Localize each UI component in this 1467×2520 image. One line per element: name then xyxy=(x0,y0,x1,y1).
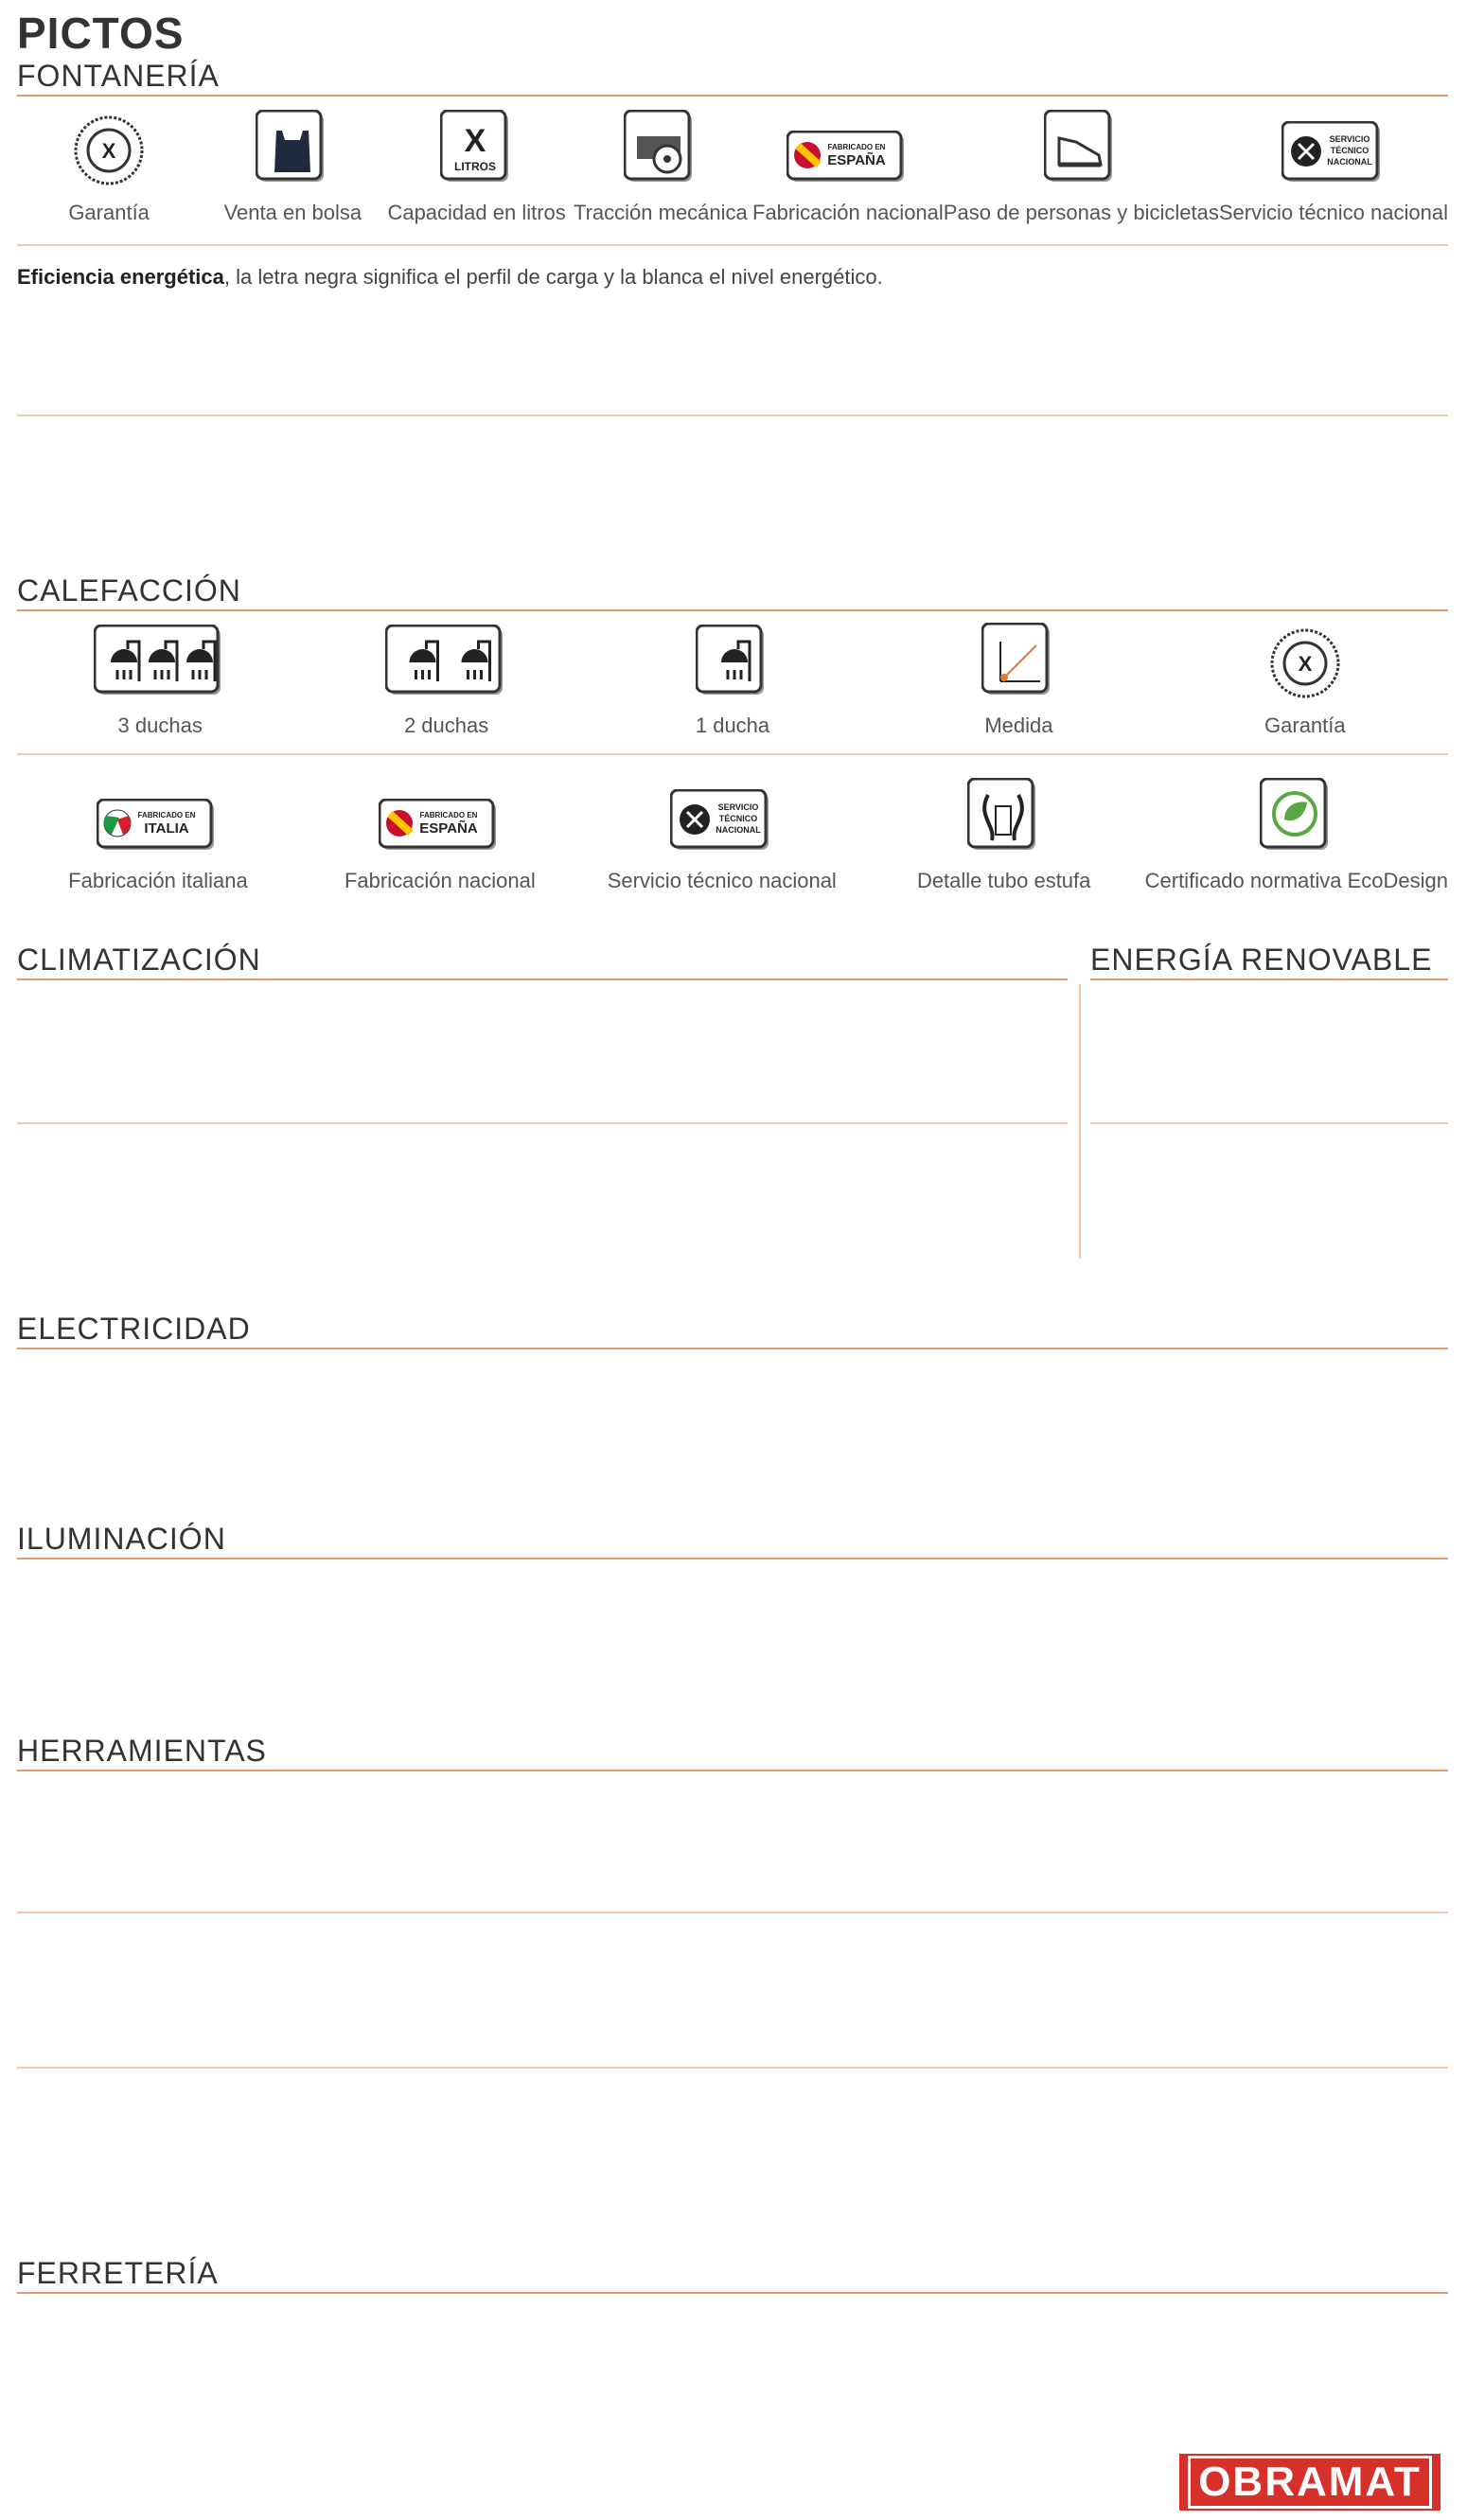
svg-text:SERVICIO: SERVICIO xyxy=(717,802,759,812)
made-in-spain-icon xyxy=(787,106,910,187)
divider xyxy=(17,414,1448,416)
pictogram-label: 2 duchas xyxy=(403,714,489,737)
section-fontaneria: FONTANERÍA xyxy=(17,59,220,93)
pictogram-bag xyxy=(201,106,384,225)
section-climatizacion: CLIMATIZACIÓN xyxy=(17,943,261,977)
three-showers-icon xyxy=(94,619,226,700)
pictogram-two-showers xyxy=(303,619,589,738)
pictogram-warranty-seal xyxy=(1162,619,1448,738)
mechanical-traction-icon xyxy=(624,106,698,187)
measure-icon xyxy=(981,619,1055,700)
divider xyxy=(17,244,1448,246)
svg-text:TÉCNICO: TÉCNICO xyxy=(718,814,758,823)
section-rule xyxy=(17,978,1068,980)
two-showers-icon xyxy=(385,619,508,700)
section-rule xyxy=(17,1558,1448,1560)
pictogram-label: Garantía xyxy=(68,201,150,224)
pictogram-made-in-spain xyxy=(752,106,944,225)
section-rule xyxy=(17,2292,1448,2294)
section-rule xyxy=(17,1348,1448,1349)
calefaccion-row-1 xyxy=(17,619,1448,738)
made-in-italy-icon xyxy=(97,774,220,855)
efficiency-note xyxy=(17,265,883,290)
column-divider xyxy=(1079,984,1081,1259)
pictogram-technical-service xyxy=(1219,106,1448,225)
pictogram-warranty-seal xyxy=(17,106,201,225)
liters-icon xyxy=(440,106,514,187)
svg-text:LITROS: LITROS xyxy=(453,160,496,173)
pictogram-label: 3 duchas xyxy=(117,714,203,737)
section-rule xyxy=(17,95,1448,97)
note-text: , la letra negra significa el perfil de carga y la blanca el nivel energético. xyxy=(223,265,883,289)
pictogram-label: Venta en bolsa xyxy=(223,201,362,224)
pictogram-label: Detalle tubo estufa xyxy=(916,869,1091,892)
pictogram-made-in-italy xyxy=(17,774,299,893)
section-energia-renovable: ENERGÍA RENOVABLE xyxy=(1090,943,1433,977)
pictogram-stove-pipe xyxy=(863,774,1145,893)
svg-text:TÉCNICO: TÉCNICO xyxy=(1330,146,1370,155)
pictogram-footwear xyxy=(944,106,1219,225)
one-shower-icon xyxy=(696,619,769,700)
svg-text:FABRICADO EN: FABRICADO EN xyxy=(137,811,196,819)
section-ferreteria: FERRETERÍA xyxy=(17,2256,219,2290)
calefaccion-row-2 xyxy=(17,774,1448,893)
obramat-logo xyxy=(1179,2454,1440,2511)
pictogram-one-shower xyxy=(590,619,875,738)
section-electricidad: ELECTRICIDAD xyxy=(17,1312,251,1346)
section-rule xyxy=(17,1770,1448,1771)
technical-service-icon xyxy=(670,774,774,855)
pictogram-label: Fabricación italiana xyxy=(68,869,248,892)
pictogram-mechanical-traction xyxy=(569,106,752,225)
pictogram-three-showers xyxy=(17,619,303,738)
technical-service-icon xyxy=(1281,106,1386,187)
divider xyxy=(17,1912,1448,1913)
svg-text:FABRICADO EN: FABRICADO EN xyxy=(827,143,886,151)
fontaneria-row xyxy=(17,106,1448,225)
svg-text:X: X xyxy=(101,139,116,163)
warranty-seal-icon xyxy=(1268,619,1342,700)
divider xyxy=(17,2067,1448,2069)
pictogram-label: Fabricación nacional xyxy=(344,869,536,892)
section-iluminacion: ILUMINACIÓN xyxy=(17,1522,226,1556)
pictogram-liters xyxy=(385,106,569,225)
footwear-icon xyxy=(1044,106,1118,187)
svg-text:X: X xyxy=(464,123,486,159)
pictogram-made-in-spain xyxy=(299,774,581,893)
section-rule xyxy=(17,609,1448,611)
divider xyxy=(17,1122,1068,1124)
section-herramientas: HERRAMIENTAS xyxy=(17,1734,267,1768)
page-title: PICTOS xyxy=(17,9,185,58)
pictogram-label: Paso de personas y bicicletas xyxy=(943,201,1219,224)
pictogram-ecodesign xyxy=(1145,774,1448,893)
svg-text:NACIONAL: NACIONAL xyxy=(1327,157,1372,167)
svg-text:NACIONAL: NACIONAL xyxy=(716,825,761,835)
svg-text:X: X xyxy=(1298,652,1313,676)
divider xyxy=(17,753,1448,755)
pictogram-label: 1 ducha xyxy=(695,714,770,737)
bag-icon xyxy=(256,106,329,187)
pictogram-measure xyxy=(875,619,1161,738)
note-bold: Eficiencia energética xyxy=(17,265,224,289)
warranty-seal-icon xyxy=(72,106,146,187)
pictogram-label: Tracción mecánica xyxy=(573,201,748,224)
svg-text:ESPAÑA: ESPAÑA xyxy=(419,820,478,837)
svg-text:ESPAÑA: ESPAÑA xyxy=(827,152,886,168)
svg-text:SERVICIO: SERVICIO xyxy=(1329,134,1370,144)
svg-text:FABRICADO EN: FABRICADO EN xyxy=(419,811,478,819)
made-in-spain-icon xyxy=(379,774,502,855)
section-calefaccion: CALEFACCIÓN xyxy=(17,573,241,608)
section-rule xyxy=(1090,978,1448,980)
stove-pipe-icon xyxy=(967,774,1041,855)
ecodesign-icon xyxy=(1260,774,1334,855)
logo-text: OBRAMAT xyxy=(1188,2456,1432,2509)
pictogram-technical-service xyxy=(581,774,863,893)
svg-text:ITALIA: ITALIA xyxy=(144,820,189,837)
divider xyxy=(1090,1122,1448,1124)
pictogram-label: Certificado normativa EcoDesign xyxy=(1144,869,1448,892)
pictogram-label: Medida xyxy=(984,714,1053,737)
pictogram-label: Servicio técnico nacional xyxy=(607,869,837,892)
pictogram-label: Servicio técnico nacional xyxy=(1218,201,1448,224)
pictogram-label: Capacidad en litros xyxy=(387,201,566,224)
pictogram-label: Fabricación nacional xyxy=(752,201,944,224)
pictogram-label: Garantía xyxy=(1264,714,1346,737)
